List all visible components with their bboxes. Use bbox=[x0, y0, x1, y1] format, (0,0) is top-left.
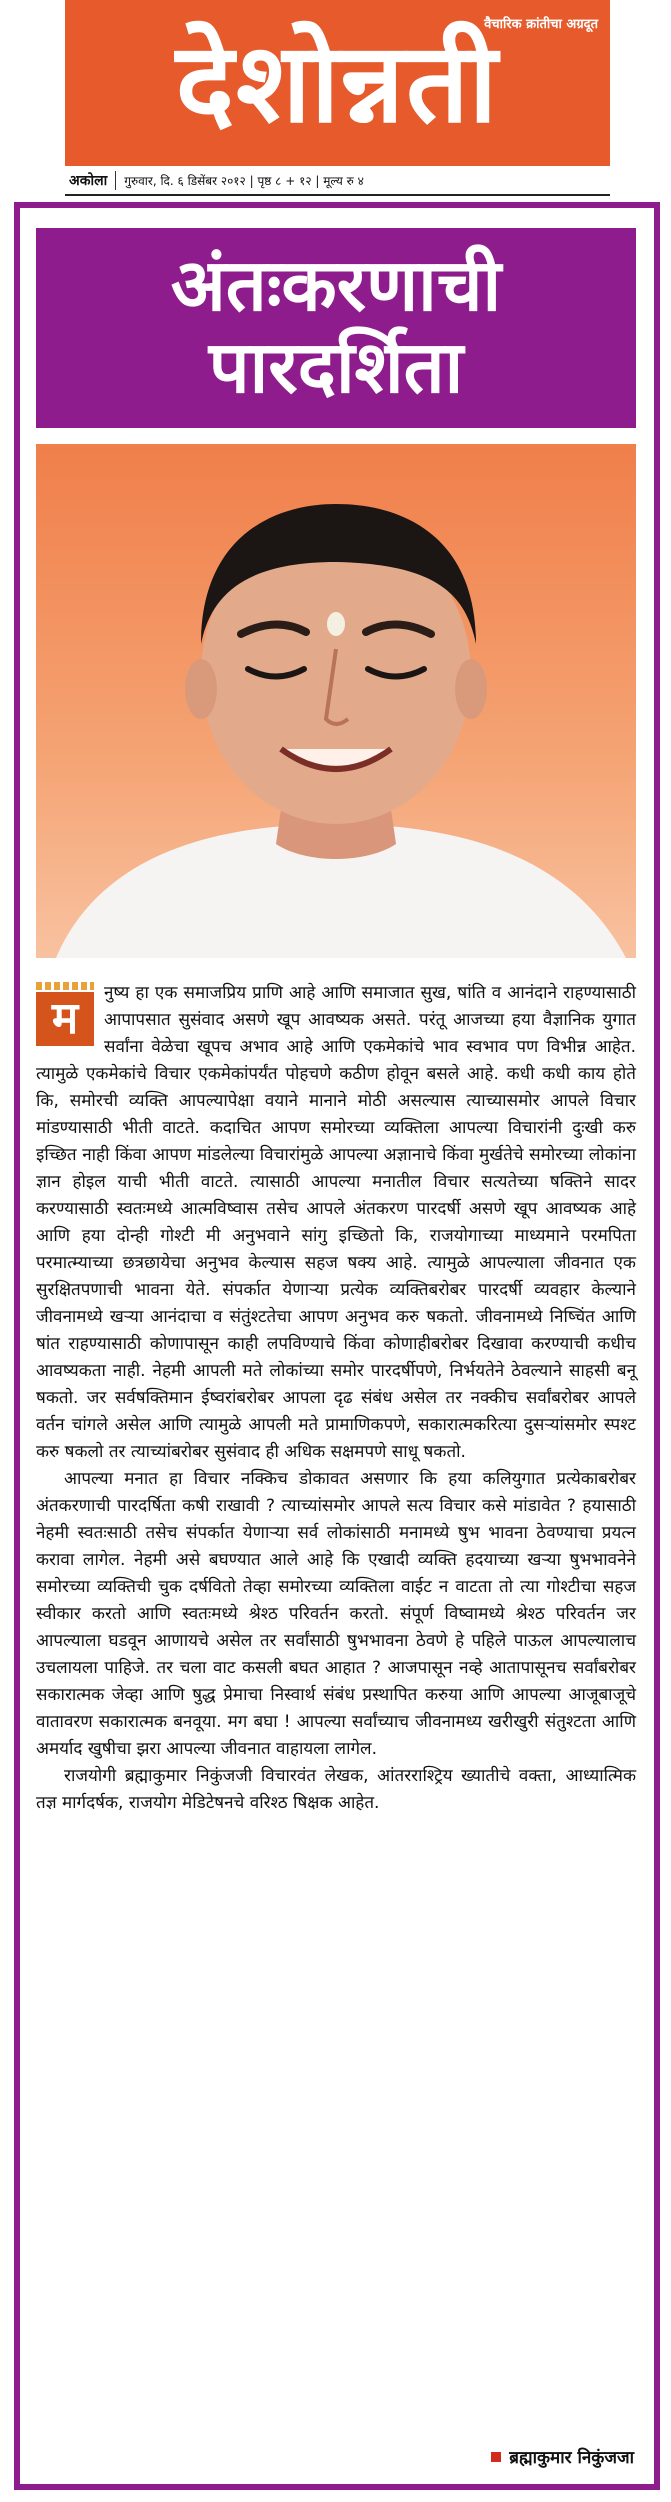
byline-square-icon bbox=[491, 2452, 501, 2462]
headline-line-2: पारदर्शिता bbox=[208, 325, 464, 409]
headline-box bbox=[36, 228, 636, 428]
article-body bbox=[36, 980, 636, 1817]
headline bbox=[36, 244, 636, 408]
dateline-city: अकोला bbox=[65, 171, 116, 190]
dropcap-box bbox=[36, 982, 94, 1046]
author-portrait-illustration bbox=[36, 444, 636, 958]
dropcap-stripes bbox=[36, 982, 94, 990]
masthead-tagline: वैचारिक क्रांतीचा अग्रदूत bbox=[484, 17, 598, 32]
newspaper-logo: देशोन्नती bbox=[175, 19, 500, 147]
byline bbox=[491, 2445, 634, 2468]
dropcap-letter: म bbox=[36, 992, 94, 1046]
newspaper-logo-box bbox=[65, 0, 610, 166]
headline-line-1: अंतःकरणाची bbox=[170, 243, 502, 327]
paragraph-1: नुष्य हा एक समाजप्रिय प्राणि आहे आणि समाजात सुख, षांति व आनंदाने राहण्यासाठी आपापसात सुसंवाद असणे खूप आवष्यक असते. परंतू आजच्या हया वैज्ञानिक युगात सर्वांना वेळेचा खूपच अभाव आहे आणि एकमेकांचे भाव स्वभाव पण विभीन्न आहेत. त्यामुळे एकमेकांचे विचार एकमेकांपर्यंत पोहचणे कठीण होवून बसले आहे. कधी कधी काय होते कि, समोरची व्यक्ति आपल्यापेक्षा वयाने मानाने मोठी असल्यास त्याच्यासमोर आपले विचार मांडण्यासाठी भीती वाटते. कदाचित आपण समोरच्या व्यक्तिला आपल्या विचारांनी दुःखी करु इच्छित नाही किंवा आपण मांडलेल्या विचारांमुळे आपल्या अज्ञानाचे किंवा मुर्खतेचे समोरच्या लोकांना ज्ञान होइल याची भीती वाटते. त्यासाठी आपल्या मनातील विचार सत्यतेच्या षक्तिने सादर करण्यासाठी स्वतःमध्ये आत्मविष्वास तसेच आपले अंतकरण पारदर्षी असणे खूप आवष्यक आहे आणि हया दोन्ही गोश्टी मी अनुभवाने सांगु इच्छितो कि, राजयोगाच्या माध्यमाने परमपिता परमात्म्याच्या छत्रछायेचा अनुभव केल्यास सहज षक्य आहे. त्यामुळे आपल्याला जीवनात एक सुरक्षितपणाची भावना येते. संपर्कात येणाऱ्या प्रत्येक व्यक्तिबरोबर पारदर्षी व्यवहार केल्याने जीवनामध्ये खऱ्या आनंदाचा व संतुंश्टतेचा आपण अनुभव करु षकतो. जीवनामध्ये निष्चिंत आणि षांत राहण्यासाठी कोणापासून काही लपविण्याचे किंवा कोणाहीबरोबर दिखावा करण्याची कधीच आवष्यकता नाही. नेहमी आपली मते लोकांच्या समोर पारदर्षीपणे, निर्भयतेने ठेवल्याने साहसी बनू षकतो. जर सर्वषक्तिमान ईष्वरांबरोबर आपला दृढ संबंध असेल तर नक्कीच सर्वांबरोबर आपले वर्तन चांगले असेल आणि त्यामुळे आपली मते प्रामाणिकपणे, सकारात्मकरित्या दुसऱ्यांसमोर स्पश्ट करु षकलो तर त्याच्यांबरोबर सुसंवाद ही अधिक सक्षमपणे साधू षकतो. bbox=[36, 983, 636, 1462]
dateline bbox=[65, 166, 610, 196]
article-frame bbox=[14, 202, 660, 2490]
byline-author: ब्रह्माकुमार निकुंजजा bbox=[509, 2448, 634, 2468]
paragraph-3: राजयोगी ब्रह्माकुमार निकुंजजी विचारवंत लेखक, आंतरराश्ट्रिय ख्यातीचे वक्ता, आध्यात्मिक तज्ञ मार्गदर्षक, राजयोग मेडिटेषनचे वरिश्ठ षिक्षक आहेत. bbox=[36, 1766, 636, 1813]
paragraph-2: आपल्या मनात हा विचार नक्किच डोकावत असणार कि हया कलियुगात प्रत्येकाबरोबर अंतकरणाची पारदर्षिता कषी राखावी ? त्याच्यांसमोर आपले सत्य विचार कसे मांडावेत ? हयासाठी नेहमी स्वतःसाठी तसेच संपर्कात येणाऱ्या सर्व लोकांसाठी मनामध्ये षुभ भावना ठेवण्याचा प्रयत्न करावा लागेल. नेहमी असे बघण्यात आले आहे कि एखादी व्यक्ति हदयाच्या खऱ्या षुभभावनेने समोरच्या व्यक्तिची चुक दर्षवितो तेव्हा समोरच्या व्यक्तिला वाईट न वाटता तो त्या गोश्टीचा सहज स्वीकार करतो आणि स्वतःमध्ये श्रेश्ठ परिवर्तन करतो. संपूर्ण विष्वामध्ये श्रेश्ठ परिवर्तन जर आपल्याला घडवून आणायचे असेल तर सर्वांसाठी षुभभावना ठेवणे हे पहिले पाऊल आपल्यालाच उचलायला पाहिजे. तर चला वाट कसली बघत आहात ? आजपासून नव्हे आतापासूनच सर्वांबरोबर सकारात्मक जेव्हा आणि षुद्ध प्रेमाचा निस्वार्थ संबंध प्रस्थापित करुया आणि आपल्या आजूबाजूचे वातावरण सकारात्मक बनवूया. मग बघा ! आपल्या सर्वांच्याच जीवनामध्य खरीखुरी संतुश्टता आणि अमर्याद खुषीचा झरा आपल्या जीवनात वाहायला लागेल. bbox=[36, 1469, 636, 1759]
dateline-text: गुरुवार, दि. ६ डिसेंबर २०१२ | पृष्ठ ८ + १२ | मूल्य रु ४ bbox=[124, 173, 364, 188]
author-photo bbox=[36, 444, 636, 958]
masthead bbox=[65, 0, 610, 198]
